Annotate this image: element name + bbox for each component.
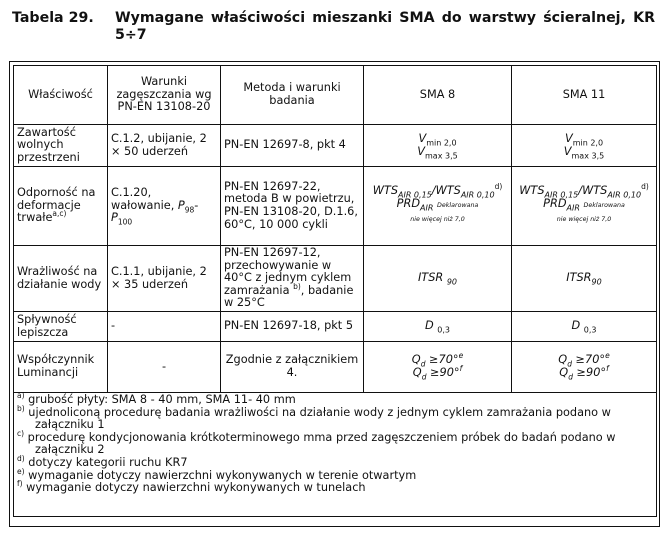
cell-sma11: D $_{0,3}$ <box>512 312 657 342</box>
cell-sma11: $ITSR_{90}$ <box>512 246 657 312</box>
footnote-f: $^{f)}$ wymaganie dotyczy nawierzchni wykonywanych w tunelach <box>17 479 366 495</box>
cell-sma11: $Q_d \ge 70^\circ^e$ $Q_d \ge 90^\circ^f$ <box>512 342 657 393</box>
table-row-deformation <box>14 167 657 246</box>
cell-sma8: $Q_d \ge 70^\circ^e$ $Q_d \ge 90^\circ^f$ <box>364 342 512 393</box>
footnote-a: $^{a)}$ grubość płyty: SMA 8 - 40 mm, SMA 11- 40 mm <box>17 391 296 406</box>
header-row <box>14 66 657 125</box>
cell-compaction: C.1.2, ubijanie, 2 × 50 uderzeń <box>108 125 221 167</box>
cell-sma8: D $_{0,3}$ <box>364 312 512 342</box>
cell-sma8: $WTS_{AIR 0,15}/WTS_{AIR 0,10}^{d)}$ $PRD_{AIR}$ Deklarowana nie więcej niż 7,0 <box>364 167 512 246</box>
cell-method: PN-EN 12697-12, przechowywanie w 40°C z jednym cyklem zamrażania $^{b)}$, badanie w 25°C <box>221 246 364 312</box>
cell-sma8: ITSR $_{90}$ <box>364 246 512 312</box>
cell-property: Współczynnik Luminancji <box>14 342 108 393</box>
cell-property: Spływność lepiszcza <box>14 312 108 342</box>
table-row-voids <box>14 125 657 167</box>
cell-property: Odporność na deformacje trwałe$^{a,c)}$ <box>14 167 108 246</box>
header-method: Metoda i warunki badania <box>221 66 364 125</box>
requirements-table <box>13 65 657 517</box>
table-row-luminance <box>14 342 657 393</box>
header-sma11: SMA 11 <box>512 66 657 125</box>
cell-method: PN-EN 12697-18, pkt 5 <box>221 312 364 342</box>
cell-compaction: C.1.1, ubijanie, 2 × 35 uderzeń <box>108 246 221 312</box>
cell-compaction: - <box>108 312 221 342</box>
footnotes-row <box>14 393 657 517</box>
table-number: Tabela 29. <box>12 10 94 26</box>
cell-property: Wrażliwość na działanie wody <box>14 246 108 312</box>
cell-method: Zgodnie z załącznikiem 4. <box>221 342 364 393</box>
cell-sma11: $WTS_{AIR 0,15}/WTS_{AIR 0,10}^{d)}$ $PRD_{AIR}$ Deklarowana nie więcej niż 7,0 <box>512 167 657 246</box>
table-title: Wymagane właściwości mieszanki SMA do warstwy ścieralnej, KR 5÷7 <box>115 10 655 43</box>
header-compaction: Warunki zagęszczania wg PN-EN 13108-20 <box>108 66 221 125</box>
cell-method: PN-EN 12697-8, pkt 4 <box>221 125 364 167</box>
footnote-e: $^{e)}$ wymaganie dotyczy nawierzchni wykonywanych w terenie otwartym <box>17 466 417 482</box>
table-row-binder <box>14 312 657 342</box>
cell-compaction: C.1.20, wałowanie, $P_{98}-P_{100}$ <box>108 167 221 246</box>
cell-sma8: $V_{min 2,0}$ $V_{max 3,5}$ <box>364 125 512 167</box>
cell-compaction: - <box>108 342 221 393</box>
table-row-water <box>14 246 657 312</box>
footnote-d: $^{d)}$ dotyczy kategorii ruchu KR7 <box>17 454 188 469</box>
footnote-c-cont: załączniku 2 <box>35 443 105 457</box>
header-property: Właściwość <box>14 66 108 125</box>
footnote-b: $^{b)}$ ujednoliconą procedurę badania wrażliwości na działanie wody z jednym cyklem zamrażania podano w <box>17 403 611 419</box>
cell-method: PN-EN 12697-22, metoda B w powietrzu, PN-EN 13108-20, D.1.6, 60°C, 10 000 cykli <box>221 167 364 246</box>
header-sma8: SMA 8 <box>364 66 512 125</box>
footnote-c: $^{c)}$ procedurę kondycjonowania krótkoterminowego mma przed zagęszczeniem próbek do badań podano w <box>17 429 616 444</box>
cell-property: Zawartość wolnych przestrzeni <box>14 125 108 167</box>
footnotes <box>14 393 657 517</box>
cell-sma11: $V_{min 2,0}$ $V_{max 3,5}$ <box>512 125 657 167</box>
footnote-b-cont: załączniku 1 <box>35 418 105 432</box>
